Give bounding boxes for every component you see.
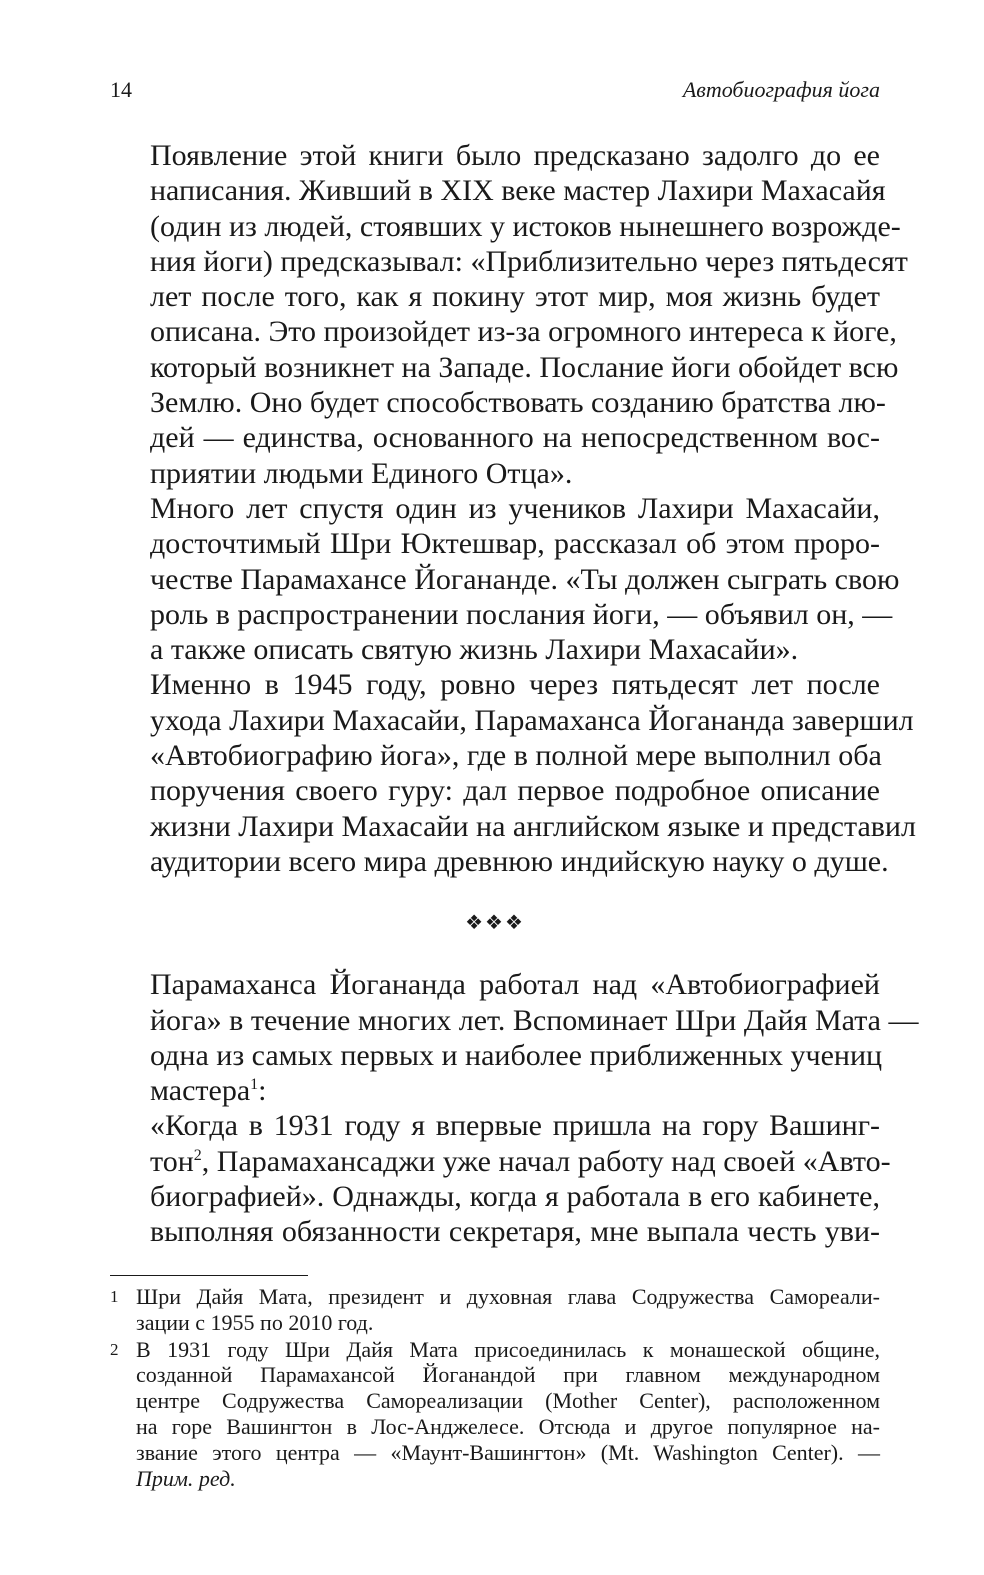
text-line: описана. Это произойдет из-за огромного интереса к йоге,: [150, 315, 897, 349]
footnote-line: созданной Парамахансой Йоганандой при главном международном: [136, 1362, 880, 1388]
text-fragment: мастера: [150, 1074, 251, 1108]
text-line: ухода Лахири Махасайи, Парамаханса Йогананда завершил: [150, 703, 914, 737]
text-line: одна из самых первых и наиболее приближенных учениц: [150, 1038, 883, 1072]
text-line: который возникнет на Западе. Послание йоги обойдет всю: [150, 350, 899, 384]
footnote-ref-1[interactable]: 1: [250, 1076, 259, 1094]
section-ornament: ❖❖❖: [465, 912, 525, 935]
text-line: поручения своего гуру: дал первое подробное описание: [150, 774, 880, 808]
text-line: жизни Лахири Махасайи на английском языке и представил: [150, 809, 916, 843]
text-fragment: :: [258, 1074, 267, 1108]
paragraph-quote: [110, 1108, 891, 1249]
footnote-line: зации с 1955 по 2010 год.: [136, 1309, 374, 1335]
paragraph-yukteswar: [110, 491, 900, 667]
editor-note: Прим. ред.: [136, 1465, 236, 1491]
text-line: биографией». Однажды, когда я работала в его кабинете,: [150, 1180, 880, 1214]
footnote-line: центре Содружества Самореализации (Mother Center), расположенном: [136, 1388, 880, 1414]
text-line: аудитории всего мира древнюю индийскую науку о душе.: [150, 844, 889, 878]
footnote-line: на горе Вашингтон в Лос-Анджелесе. Отсюда и другое популярное на-: [136, 1413, 880, 1439]
page-number: 14: [110, 77, 132, 102]
text-line: приятии людьми Единого Отца».: [150, 456, 573, 490]
footnote-number: 1: [110, 1287, 119, 1306]
text-line: Именно в 1945 году, ровно через пятьдесят лет после: [150, 668, 880, 702]
text-line: роль в распространении послания йоги, — объявил он, —: [150, 597, 893, 631]
text-line: ния йоги) предсказывал: «Приблизительно через пятьдесят: [150, 244, 908, 278]
paragraph-1945: [110, 667, 916, 879]
text-line: (один из людей, стоявших у истоков нынешнего возрожде-: [150, 209, 901, 243]
text-line: лет после того, как я покину этот мир, моя жизнь будет: [150, 280, 880, 314]
text-line: [110, 1073, 880, 1108]
footnote-line: Шри Дайя Мата, президент и духовная глава Содружества Самореали-: [136, 1284, 880, 1309]
text-line: йога» в течение многих лет. Вспоминает Шри Дайя Мата —: [150, 1003, 919, 1037]
paragraph-daya-mata: [110, 967, 919, 1108]
text-line: а также описать святую жизнь Лахири Махасайи».: [150, 633, 799, 667]
footnotes: [110, 1284, 880, 1492]
footnote-rule: [110, 1275, 308, 1276]
footnote-line: В 1931 году Шри Дайя Мата присоединилась к монашеской общине,: [136, 1336, 880, 1362]
text-fragment: тон: [150, 1144, 194, 1178]
text-line: честве Парамахансе Йогананде. «Ты должен сыграть свою: [150, 562, 900, 596]
text-line: дей — единства, основанного на непосредственном вос-: [150, 421, 880, 455]
text-line: написания. Живший в XIX веке мастер Лахири Махасайя: [150, 174, 886, 208]
footnote-1: [110, 1284, 880, 1336]
text-line: «Автобиографию йога», где в полной мере выполнил оба: [150, 739, 882, 773]
text-line: выполняя обязанности секретаря, мне выпала честь уви-: [150, 1215, 880, 1249]
running-head: [110, 74, 880, 106]
text-line: Появление этой книги было предсказано задолго до ее: [150, 139, 880, 172]
paragraph-prophecy: [110, 138, 908, 491]
text-line: Много лет спустя один из учеников Лахири Махасайи,: [150, 491, 880, 525]
book-title: Автобиография йога: [682, 77, 880, 102]
text-line: [110, 1144, 891, 1179]
footnote-ref-2[interactable]: 2: [193, 1146, 202, 1164]
footnote-2: [110, 1337, 880, 1492]
text-line: досточтимый Шри Юктешвар, рассказал об этом проро-: [150, 527, 880, 561]
text-line: «Когда в 1931 году я впервые пришла на гору Вашинг-: [150, 1109, 880, 1143]
text-fragment: , Парамахансаджи уже начал работу над своей «Авто-: [201, 1144, 891, 1178]
text-line: Землю. Оно будет способствовать созданию братства лю-: [150, 386, 886, 420]
footnote-number: 2: [110, 1339, 119, 1359]
footnote-line: звание этого центра — «Маунт-Вашингтон» (Mt. Washington Center). —: [136, 1439, 880, 1465]
text-line: Парамаханса Йогананда работал над «Автобиографией: [150, 968, 880, 1002]
main-text: [110, 138, 919, 1250]
book-page: [110, 0, 919, 1575]
